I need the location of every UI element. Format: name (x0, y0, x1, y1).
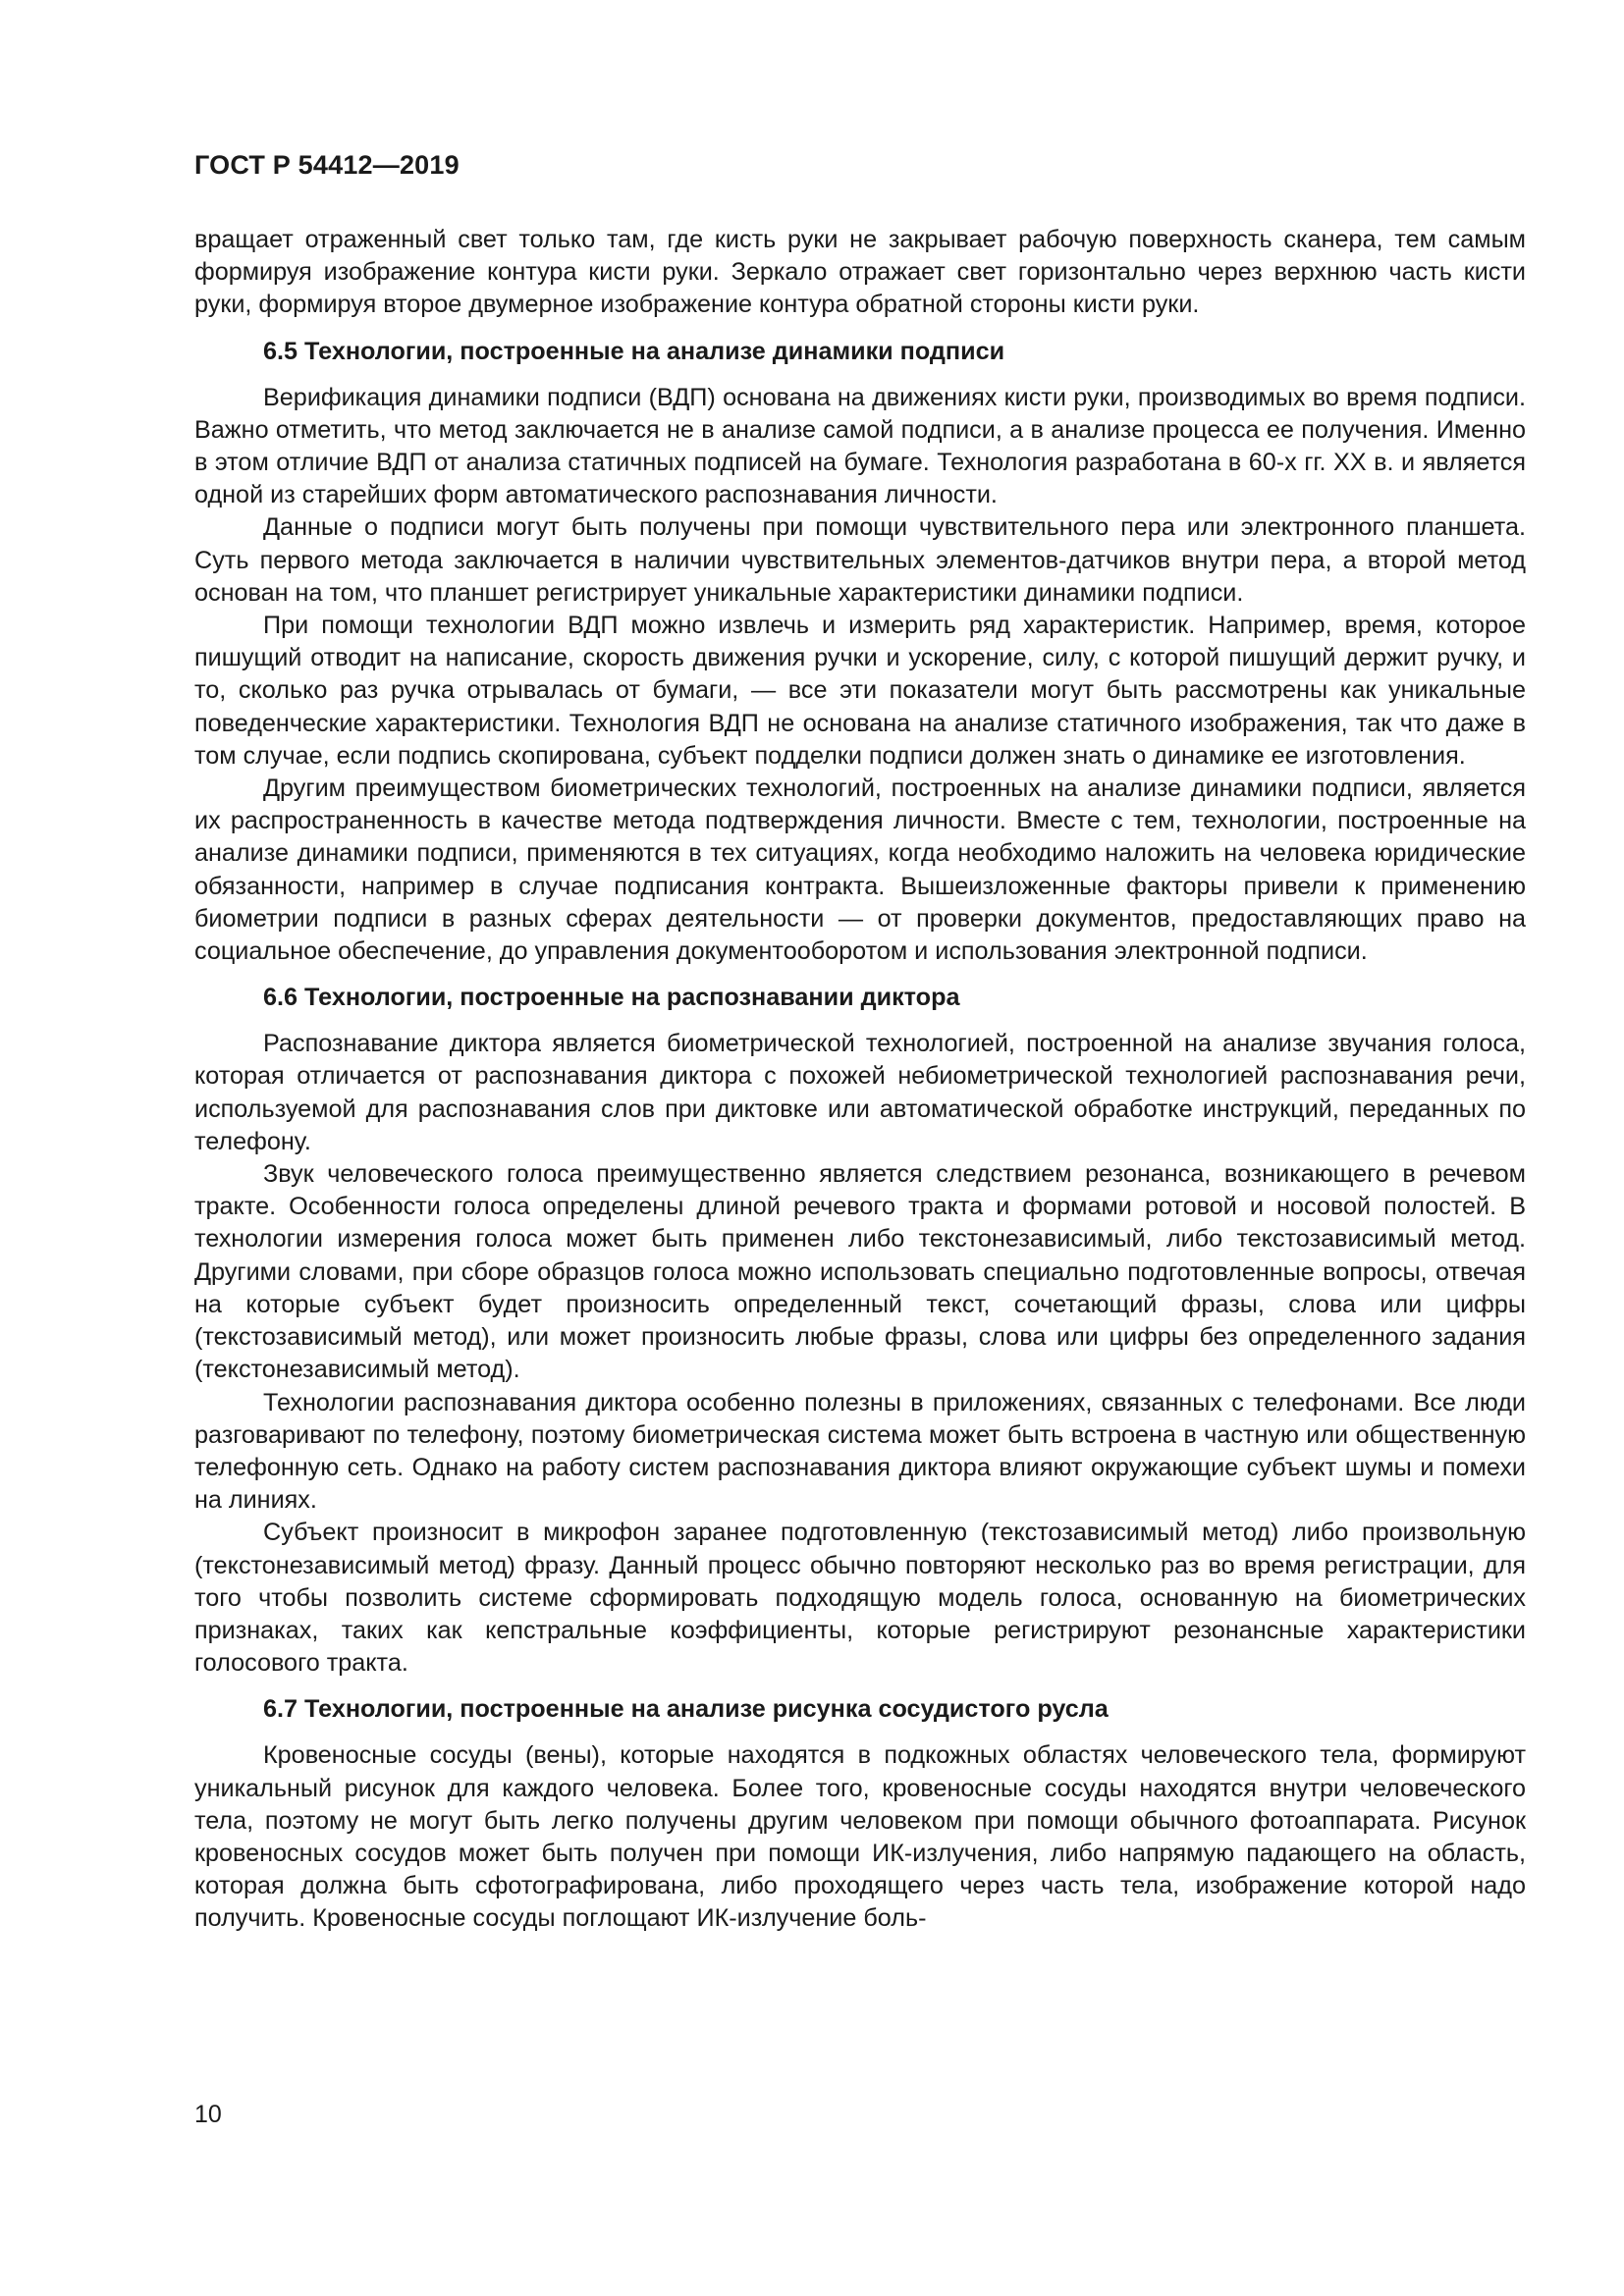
paragraph: Верификация динамики подписи (ВДП) основана на движениях кисти руки, производимых во время подписи. Важно отметить, что метод заключается не в анализе самой подписи, а в анализе процесса ее получения. Именно в этом отличие ВДП от анализа статичных подписей на бумаге. Технология разработана в 60-х гг. XX в. и является одной из старейших форм автоматического распознавания личности. (194, 383, 1526, 509)
intro-paragraph: вращает отраженный свет только там, где кисть руки не закрывает рабочую поверхность сканера, тем самым формируя изображение контура кисти руки. Зеркало отражает свет горизонтально через верхнюю часть кисти руки, формируя второе двумерное изображение контура обратной стороны кисти руки. (194, 226, 1526, 319)
section-6-5 (194, 335, 1526, 969)
document-header: ГОСТ Р 54412—2019 (194, 150, 460, 180)
paragraph: Другим преимуществом биометрических технологий, построенных на анализе динамики подписи, является их распространенность в качестве метода подтверждения личности. Вместе с тем, технологии, построенные на анализе динамики подписи, применяются в тех ситуациях, когда необходимо наложить на человека юридические обязанности, например в случае подписания контракта. Вышеизложенные факторы привели к применению биометрии подписи в разных сферах деятельности — от проверки документов, предоставляющих право на социальное обеспечение, до управления документооборотом и использования электронной подписи. (194, 774, 1526, 966)
section-title: 6.6 Технологии, построенные на распознавании диктора (263, 984, 960, 1012)
page-number: 10 (194, 2101, 222, 2128)
paragraph: Звук человеческого голоса преимущественно является следствием резонанса, возникающего в речевом тракте. Особенности голоса определены длиной речевого тракта и формами ротовой и носовой полостей. В технологии измерения голоса может быть применен либо текстонезависимый, либо текстозависимый метод. Другими словами, при сборе образцов голоса можно использовать специально подготовленные вопросы, отвечая на которые субъект будет произносить определенный текст, сочетающий фразы, слова или цифры (текстозависимый метод), или может произносить любые фразы, слова или цифры без определенного задания (текстонезависимый метод). (194, 1160, 1526, 1384)
section-6-6 (194, 981, 1526, 1680)
paragraph: Субъект произносит в микрофон заранее подготовленную (текстозависимый метод) либо произвольную (текстонезависимый метод) фразу. Данный процесс обычно повторяют несколько раз во время регистрации, для того чтобы позволить системе сформировать подходящую модель голоса, основанную на биометрических признаках, таких как кепстральные коэффициенты, которые регистрируют резонансные характеристики голосового тракта. (194, 1519, 1526, 1678)
document-page (194, 147, 1526, 1936)
paragraph: Распознавание диктора является биометрической технологией, построенной на анализе звучания голоса, которая отличается от распознавания диктора с похожей небиометрической технологией распознавания речи, используемой для распознавания слов при диктовке или автоматической обработке инструкций, переданных по телефону. (194, 1030, 1526, 1155)
section-title: 6.7 Технологии, построенные на анализе рисунка сосудистого русла (263, 1695, 1109, 1724)
paragraph: Данные о подписи могут быть получены при помощи чувствительного пера или электронного планшета. Суть первого метода заключается в наличии чувствительных элементов-датчиков внутри пера, а второй метод основан на том, что планшет регистрирует уникальные характеристики динамики подписи. (194, 513, 1526, 607)
paragraph: Технологии распознавания диктора особенно полезны в приложениях, связанных с телефонами. Все люди разговаривают по телефону, поэтому биометрическая система может быть встроена в частную или общественную телефонную сеть. Однако на работу систем распознавания диктора влияют окружающие субъект шумы и помехи на линиях. (194, 1388, 1526, 1515)
section-6-7 (194, 1692, 1526, 1935)
paragraph: При помощи технологии ВДП можно извлечь и измерить ряд характеристик. Например, время, которое пишущий отводит на написание, скорость движения ручки и ускорение, силу, с которой пишущий держит ручку, и то, сколько раз ручка отрывалась от бумаги, — все эти показатели могут быть рассмотрены как уникальные поведенческие характеристики. Технология ВДП не основана на анализе статичного изображения, так что даже в том случае, если подпись скопирована, субъект подделки подписи должен знать о динамике ее изготовления. (194, 612, 1526, 770)
paragraph: Кровеносные сосуды (вены), которые находятся в подкожных областях человеческого тела, формируют уникальный рисунок для каждого человека. Более того, кровеносные сосуды находятся внутри человеческого тела, поэтому не могут быть легко получены другим человеком при помощи обычного фотоаппарата. Рисунок кровеносных сосудов может быть получен при помощи ИК-излучения, либо напрямую падающего на область, которая должна быть сфотографирована, либо проходящего через часть тела, изображение которой надо получить. Кровеносные сосуды поглощают ИК-излучение боль- (194, 1741, 1526, 1933)
section-title: 6.5 Технологии, построенные на анализе динамики подписи (263, 337, 1005, 365)
